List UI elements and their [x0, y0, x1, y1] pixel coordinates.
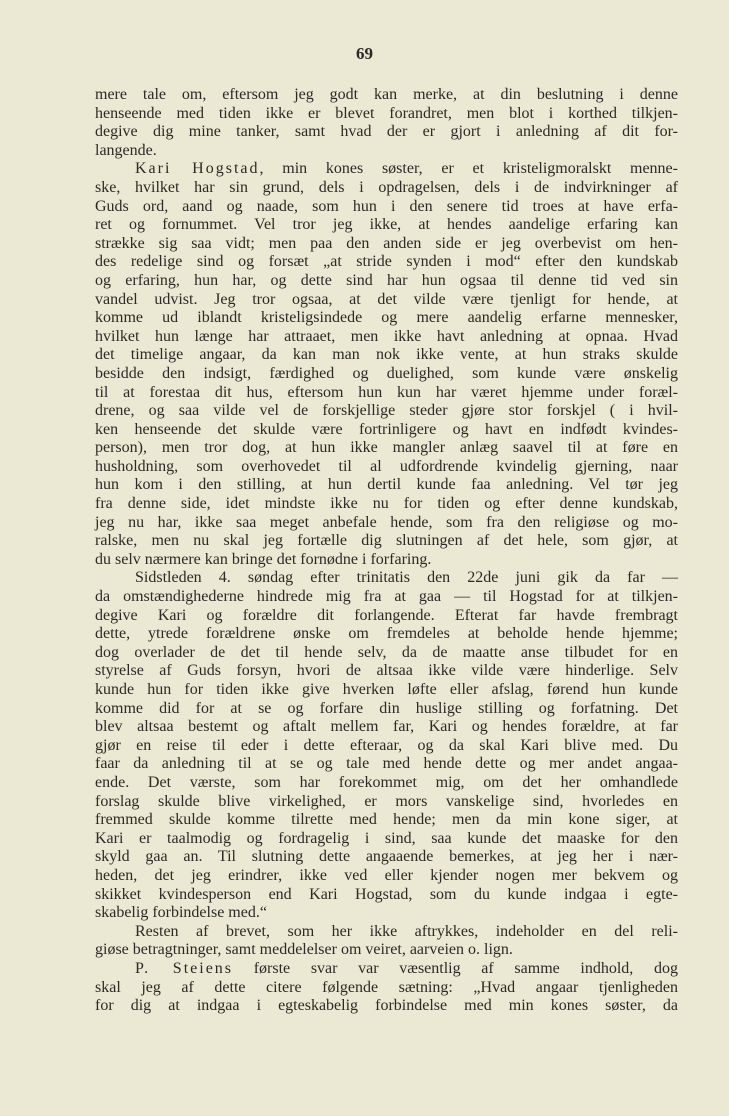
text-line	[95, 569, 678, 588]
line-text: ralske, men nu skal jeg fortælle dig slutningen af det hele, som gjør, at	[95, 532, 678, 550]
line-text: hvilket hun længe har attraaet, men ikke havt anledning at opnaa. Hvad	[95, 327, 678, 345]
line-text: vandel udvist. Jeg tror ogsaa, at det vilde være tjenligt for hende, at	[95, 290, 678, 308]
page-number: 69	[356, 44, 373, 63]
text-line	[95, 774, 678, 793]
text-line	[95, 160, 678, 179]
text-line	[95, 867, 678, 886]
text-line	[95, 718, 678, 737]
text-line	[95, 216, 678, 235]
text-line	[95, 142, 678, 161]
text-line	[95, 625, 678, 644]
text-line	[95, 402, 678, 421]
line-text: mere tale om, eftersom jeg godt kan merke, at din beslutning i denne	[95, 86, 678, 103]
line-text: , min kones søster, er et kristeligmoralskt menne-	[259, 160, 678, 178]
line-text: forslag skulde blive virkelighed, er mors vanskelige sind, hvorledes en	[95, 792, 678, 810]
text-line	[95, 253, 678, 272]
text-line	[95, 811, 678, 830]
text-line	[95, 662, 678, 681]
line-text: ken henseende det skulde være fortrinligere og havt en indfødt kvindes-	[95, 420, 678, 438]
text-line	[95, 607, 678, 626]
text-line	[95, 588, 678, 607]
line-text: heden, det jeg erindrer, ikke ved eller kjender nogen mer bekvem og	[95, 866, 678, 884]
line-text: fra denne side, idet mindste ikke nu for tiden og efter denne kundskab,	[95, 495, 678, 513]
line-text: kunde hun for tiden ikke give hverken løfte eller afslag, førend hun kunde	[95, 681, 678, 698]
text-line	[95, 384, 678, 403]
line-text: jeg nu har, ikke saa meget anbefale hende, som fra den religiøse og mo-	[95, 513, 678, 531]
line-text: det timelige angaar, da kan man nok ikke vente, at hun straks skulde	[95, 346, 678, 364]
line-text: Resten af brevet, som her ikke aftrykkes, indeholder en del reli-	[135, 922, 678, 940]
text-line	[95, 700, 678, 719]
text-line	[95, 923, 678, 942]
line-text: drene, og saa vilde vel de forskjellige steder gjøre stor forskjel ( i hvil-	[95, 402, 678, 420]
text-line	[95, 755, 678, 774]
text-line	[95, 886, 678, 905]
line-text: dog overlader de det til hende selv, da de maatte anse tilbudet for en	[95, 643, 678, 661]
text-line	[95, 346, 678, 365]
line-text: Guds ord, aand og naade, som hun i den senere tid troes at have erfa-	[95, 197, 678, 215]
line-text: langende.	[95, 141, 157, 159]
text-line	[95, 495, 678, 514]
line-text: og erfaring, hun har, og dette sind har hun ogsaa til denne tid ved sin	[95, 271, 678, 289]
line-text: giøse betragtninger, samt meddelelser om veiret, aarveien o. lign.	[95, 941, 513, 959]
line-text: degive Kari og forældre dit forlangende. Efterat far havde frembragt	[95, 606, 678, 624]
text-line	[95, 235, 678, 254]
text-line	[95, 309, 678, 328]
line-text: første svar var væsentlig af samme indhold, dog	[233, 959, 678, 977]
text-line	[95, 476, 678, 495]
text-line	[95, 904, 678, 923]
text-line	[95, 179, 678, 198]
line-text: fremmed skulde komme tilrette med hende; men da min kone siger, at	[95, 811, 678, 829]
line-text: skikket kvindesperson end Kari Hogstad, som du kunde indgaa i egte-	[95, 885, 678, 903]
text-line	[95, 737, 678, 756]
text-line	[95, 86, 678, 105]
text-line	[95, 328, 678, 347]
text-line	[95, 848, 678, 867]
line-text: ske, hvilket har sin grund, dels i opdragelsen, dels i de indvirkninger af	[95, 178, 678, 196]
text-line	[95, 979, 678, 998]
text-line	[95, 272, 678, 291]
line-text: hun kom i den stilling, at hun dertil kunde faa anledning. Vel tør jeg	[95, 476, 678, 494]
text-line	[95, 198, 678, 217]
text-line	[95, 644, 678, 663]
line-text: komme ud iblandt kristeligsindede og mere aandelig erfarne mennesker,	[95, 309, 678, 327]
text-line	[95, 793, 678, 812]
text-line	[95, 532, 678, 551]
spaced-name: P. Steiens	[135, 959, 234, 977]
line-text: for dig at indgaa i egteskabelig forbindelse med min kones søster, da	[95, 997, 678, 1015]
spaced-name: Kari Hogstad	[135, 160, 260, 178]
line-text: Sidstleden 4. søndag efter trinitatis den 22de juni gik da far —	[135, 569, 678, 587]
line-text: strække sig saa vidt; men paa den anden side er jeg overbevist om hen-	[95, 234, 678, 252]
text-line	[95, 421, 678, 440]
line-text: besidde den indsigt, færdighed og duelighed, som kunde være ønskelig	[95, 364, 678, 382]
text-line	[95, 830, 678, 849]
line-text: blev altsaa bestemt og aftalt mellem far, Kari og hendes forældre, at far	[95, 718, 678, 736]
line-text: da omstændighederne hindrede mig fra at gaa — til Hogstad for at tilkjen-	[95, 588, 678, 606]
text-line	[95, 105, 678, 124]
text-line	[95, 551, 678, 570]
text-line	[95, 291, 678, 310]
line-text: skyld gaa an. Til slutning dette angaaende bemerkes, at jeg her i nær-	[95, 848, 678, 866]
line-text: faar da anledning til at se og tale med hende dette og mer andet angaa-	[95, 755, 678, 773]
line-text: til at forestaa dit hus, eftersom hun kun har været hjemme under foræl-	[95, 383, 678, 401]
text-line	[95, 514, 678, 533]
line-text: du selv nærmere kan bringe det fornødne i forfaring.	[95, 550, 432, 568]
text-line	[95, 439, 678, 458]
line-text: skal jeg af dette citere følgende sætning: „Hvad angaar tjenligheden	[95, 978, 678, 996]
text-line	[95, 365, 678, 384]
text-line	[95, 681, 678, 700]
text-line	[95, 458, 678, 477]
line-text: henseende med tiden ikke er blevet forandret, men blot i korthed tilkjen-	[95, 104, 678, 122]
line-text: styrelse af Guds forsyn, hvori de altsaa ikke vilde være hinderlige. Selv	[95, 662, 678, 680]
body-text	[95, 86, 678, 1016]
line-text: komme did for at se og forfare din huslige stilling og forfatning. Det	[95, 699, 678, 717]
text-line	[95, 123, 678, 142]
line-text: des redelige sind og forsæt „at stride synden i mod“ efter den kundskab	[95, 253, 678, 271]
text-line	[95, 960, 678, 979]
line-text: person), men tror dog, at hun ikke mangler anlæg saavel til at føre en	[95, 439, 678, 457]
line-text: ende. Det værste, som har forekommet mig, om det her omhandlede	[95, 773, 678, 791]
text-line	[95, 997, 678, 1016]
line-text: husholdning, som overhovedet til al udfordrende kvindelig gjerning, naar	[95, 457, 678, 475]
line-text: gjør en reise til eder i dette efteraar, og da skal Kari blive med. Du	[95, 736, 678, 754]
line-text: dette, ytrede forældrene ønske om fremdeles at beholde hende hjemme;	[95, 625, 678, 643]
line-text: skabelig forbindelse med.“	[95, 904, 267, 922]
line-text: ret og fornummet. Vel tror jeg ikke, at hendes aandelige erfaring kan	[95, 216, 678, 234]
line-text: degive dig mine tanker, samt hvad der er gjort i anledning af dit for-	[95, 123, 678, 141]
line-text: Kari er taalmodig og fordragelig i sind, saa kunde det maaske for den	[95, 829, 678, 847]
text-line	[95, 941, 678, 960]
